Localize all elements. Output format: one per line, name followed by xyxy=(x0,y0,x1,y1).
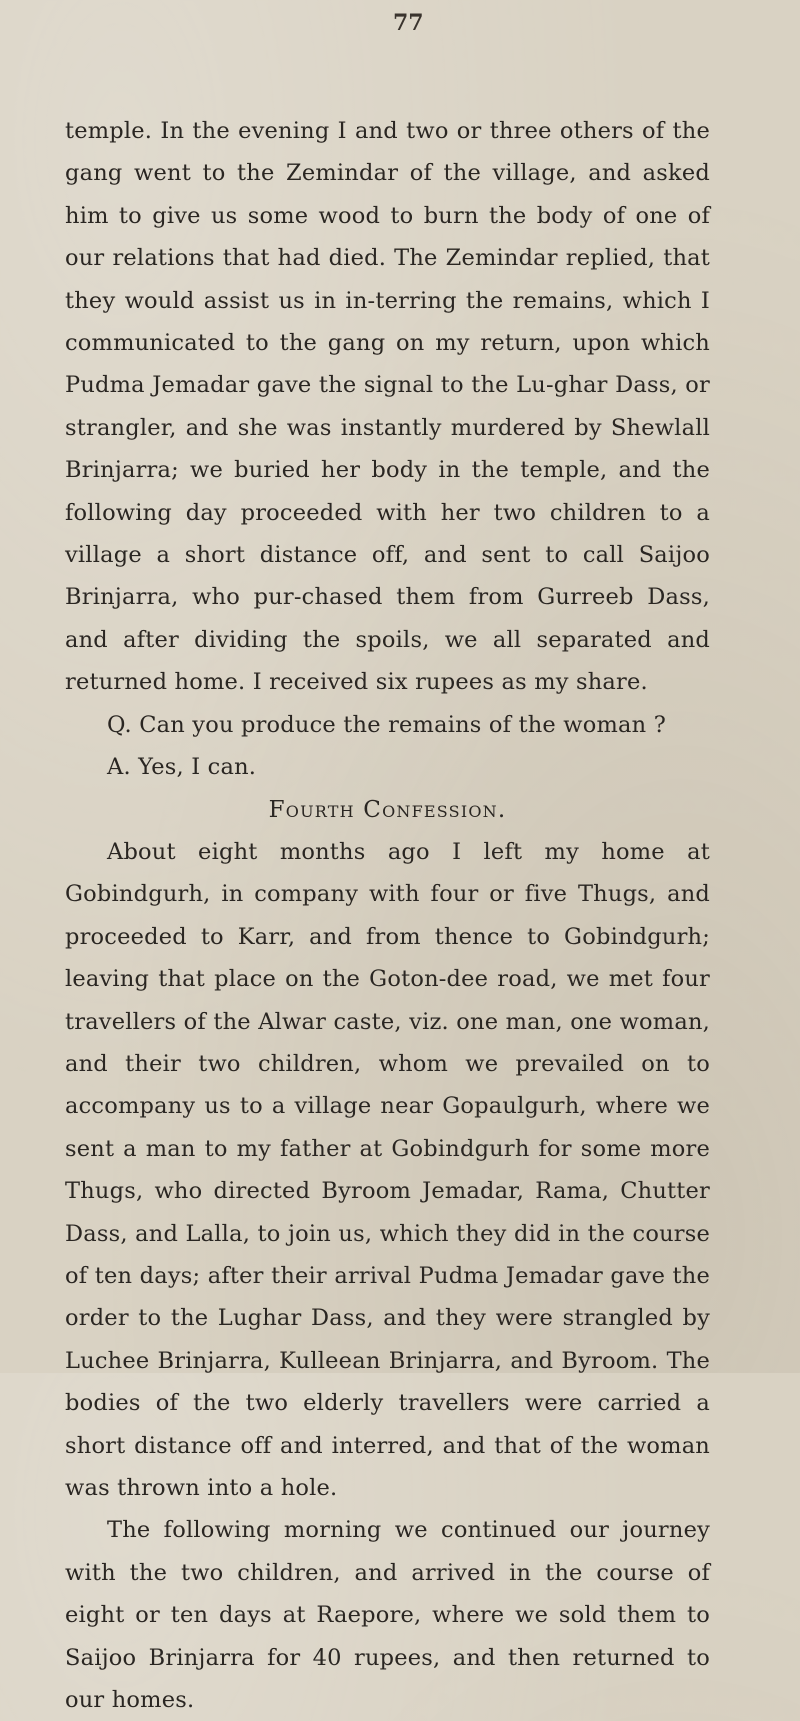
body-text xyxy=(65,110,710,1721)
question-line: Q. Can you produce the remains of the woman ? xyxy=(107,711,666,738)
section-heading: Fourth Confession. xyxy=(268,796,507,823)
paragraph-temple: temple. In the evening I and two or three others of the gang went to the Zemindar of the village, and asked him to give us some wood to burn the body of one of our relations that had died. The Zemindar replied, that they would assist us in in-terring the remains, which I communicated to the gang on my return, upon which Pudma Jemadar gave the signal to the Lu-ghar Dass, or strangler, and she was instantly murdered by Shewlall Brinjarra; we buried her body in the temple, and the following day proceeded with her two children to a village a short distance off, and sent to call Saijoo Brinjarra, who pur-chased them from Gurreeb Dass, and after dividing the spoils, we all separated and returned home. I received six rupees as my share. xyxy=(65,118,710,696)
paragraph-fourth-confession: About eight months ago I left my home at Gobindgurh, in company with four or five Thugs, and proceeded to Karr, and from thence to Gobindgurh; leaving that place on the Goton-dee road, we met four travellers of the Alwar caste, viz. one man, one woman, and their two children, whom we prevailed on to accompany us to a village near Gopaulgurh, where we sent a man to my father at Gobindgurh for some more Thugs, who directed Byroom Jemadar, Rama, Chutter Dass, and Lalla, to join us, which they did in the course of ten days; after their arrival Pudma Jemadar gave the order to the Lughar Dass, and they were strangled by Luchee Brinjarra, Kulleean Brinjarra, and Byroom. The bodies of the two elderly travellers were carried a short distance off and interred, and that of the woman was thrown into a hole. xyxy=(65,838,710,1501)
paragraph-following-morning: The following morning we continued our journey with the two children, and arrived in the course of eight or ten days at Raepore, where we sold them to Saijoo Brinjarra for 40 rupees, and then returned to our homes. xyxy=(65,1517,710,1714)
page-number: 77 xyxy=(393,10,424,36)
answer-line: A. Yes, I can. xyxy=(107,754,257,781)
